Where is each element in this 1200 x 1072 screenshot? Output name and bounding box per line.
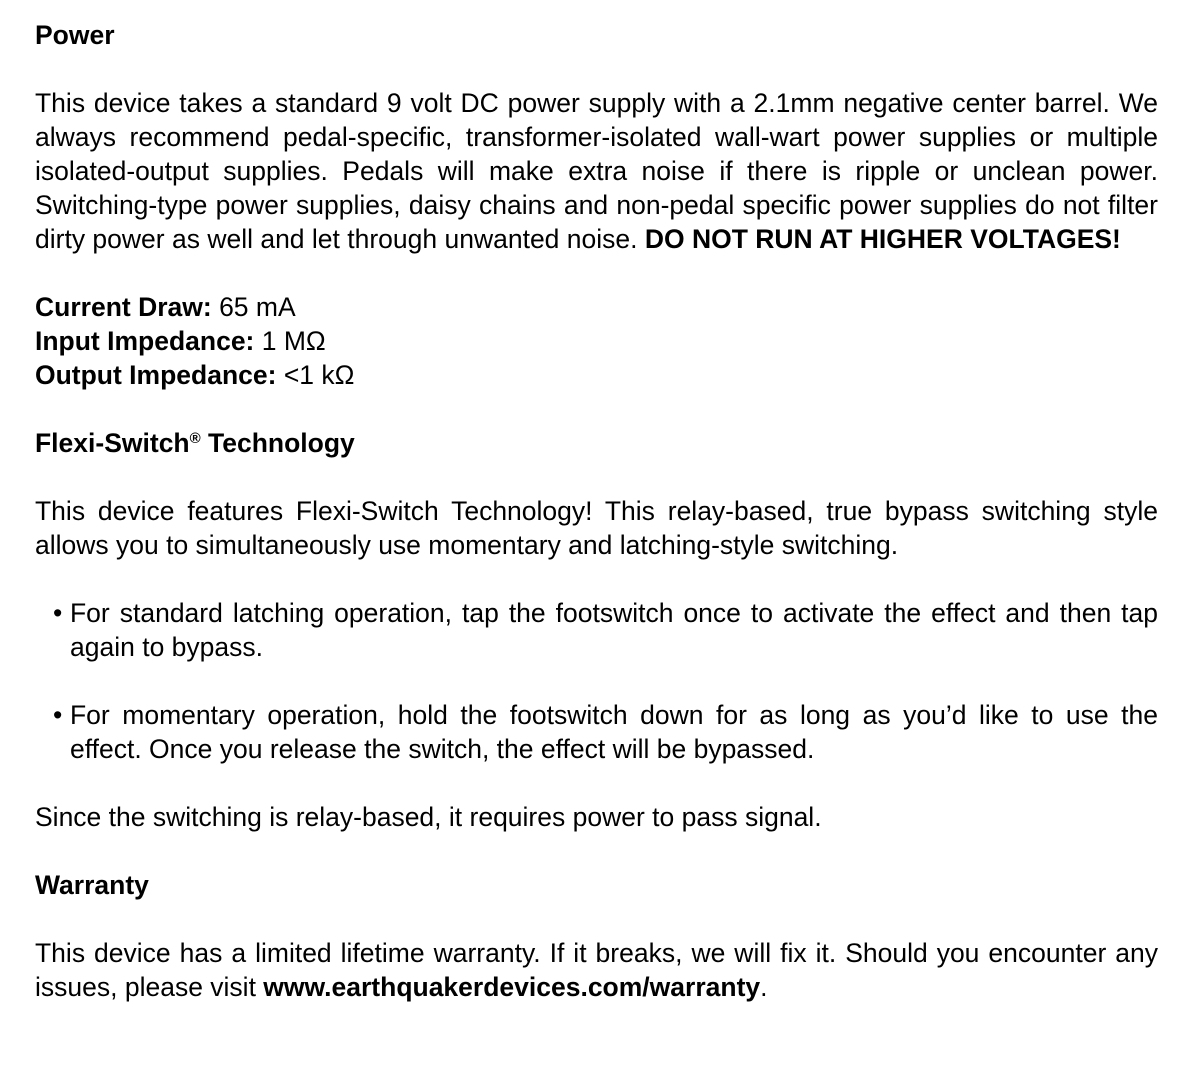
warranty-text: This device has a limited lifetime warranty. If it breaks, we will fix it. Should you encounter any issues, please visit — [35, 938, 1158, 1002]
warranty-heading: Warranty — [35, 870, 149, 900]
manual-page — [35, 18, 1158, 1004]
spec-output-impedance — [35, 358, 1158, 392]
bullet-icon: • — [53, 700, 63, 730]
warranty-link[interactable]: www.earthquakerdevices.com/warranty — [263, 972, 761, 1002]
spacer — [35, 460, 1158, 494]
spacer — [35, 562, 1158, 596]
flexi-heading-suffix: Technology — [200, 428, 355, 458]
spacer — [35, 392, 1158, 426]
list-item-text: For standard latching operation, tap the footswitch once to activate the effect and then tap again to bypass. — [70, 598, 1158, 662]
spacer — [35, 902, 1158, 936]
spacer — [35, 834, 1158, 868]
flexi-intro-paragraph: This device features Flexi-Switch Technology! This relay-based, true bypass switching style allows you to simultaneously use momentary and latching-style switching. — [35, 496, 1158, 560]
spacer — [35, 52, 1158, 86]
power-heading: Power — [35, 20, 115, 50]
spec-value: <1 kΩ — [276, 360, 355, 390]
spacer — [35, 256, 1158, 290]
spec-label: Input Impedance: — [35, 326, 255, 356]
bullet-icon: • — [53, 598, 63, 628]
list-item — [35, 596, 1158, 664]
spec-current-draw — [35, 290, 1158, 324]
spacer — [35, 766, 1158, 800]
list-item-text: For momentary operation, hold the footswitch down for as long as you’d like to use the effect. Once you release the switch, the effect will be bypassed. — [70, 700, 1158, 764]
relay-note: Since the switching is relay-based, it requires power to pass signal. — [35, 802, 822, 832]
voltage-warning: DO NOT RUN AT HIGHER VOLTAGES! — [644, 224, 1121, 254]
spec-label: Output Impedance: — [35, 360, 277, 390]
flexi-switch-heading — [35, 426, 1158, 460]
flexi-heading-name: Flexi-Switch — [35, 428, 190, 458]
spec-input-impedance — [35, 324, 1158, 358]
registered-mark: ® — [189, 430, 201, 447]
power-paragraph — [35, 86, 1158, 256]
spec-value: 65 mA — [211, 292, 296, 322]
switching-modes-list — [35, 596, 1158, 766]
warranty-paragraph — [35, 936, 1158, 1004]
spec-label: Current Draw: — [35, 292, 212, 322]
power-description: This device takes a standard 9 volt DC power supply with a 2.1mm negative center barrel. We always recommend pedal-specific, transformer-isolated wall-wart power supplies or multiple isolated-output supplies. Pedals will make extra noise if there is ripple or unclean power. Switching-type power supplies, daisy chains and non-pedal specific power supplies do not filter dirty power as well and let through unwanted noise. — [35, 88, 1158, 254]
spec-value: 1 MΩ — [254, 326, 326, 356]
list-item — [35, 698, 1158, 766]
warranty-end: . — [760, 972, 768, 1002]
